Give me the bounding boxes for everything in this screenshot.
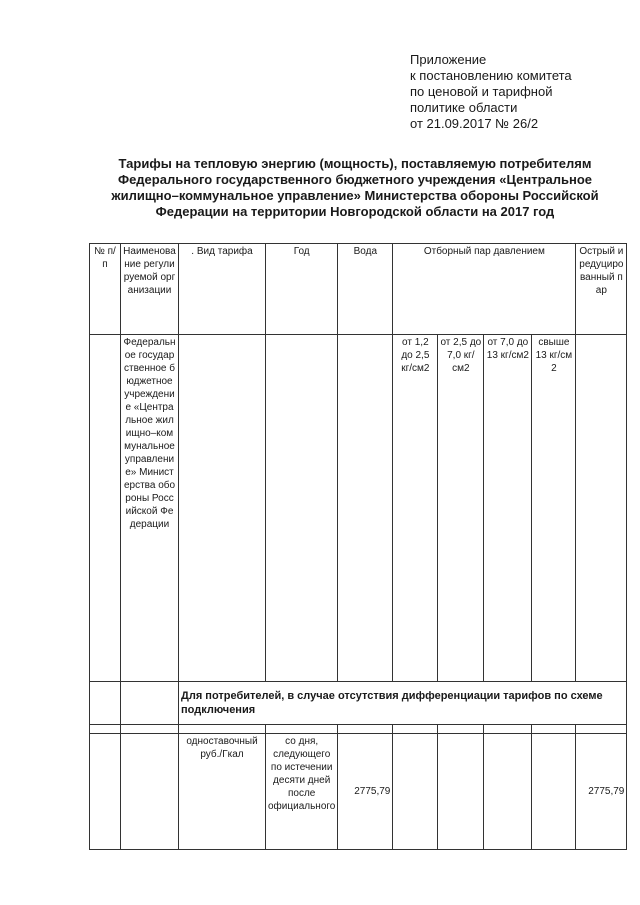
pressure-over-13: свыше 13 кг/см2 [532, 335, 576, 682]
col-header-org: Наименование регулируемой организации [121, 244, 179, 335]
tariff-type-cell: одноставочный руб./Гкал [179, 734, 266, 850]
appendix-date: от 21.09.2017 № 26/2 [410, 116, 539, 131]
period-cell: со дня, следующего по истечении десяти дней после официального [266, 734, 338, 850]
title-line: Федерального государственного бюджетного учреждения «Центральное [117, 172, 593, 187]
pressure-7-0-to-13: от 7,0 до 13 кг/см2 [484, 335, 532, 682]
col-header-year: Год [266, 244, 338, 335]
empty-cell [121, 734, 179, 850]
org-row [90, 335, 627, 682]
col-header-num: № п/п [90, 244, 121, 335]
empty-cell [338, 335, 393, 682]
title-line: жилищно–коммунальное управление» Министерства обороны Российской [111, 188, 599, 203]
sharp-steam-value: 2775,79 [576, 734, 627, 850]
tariff-row [90, 734, 627, 850]
empty-cell [90, 335, 121, 682]
empty-cell [179, 335, 266, 682]
document-title [95, 156, 615, 220]
empty-cell [484, 734, 532, 850]
consumer-subheader: Для потребителей, в случае отсутствия дифференциации тарифов по схеме подключения [179, 682, 627, 725]
tariff-table [89, 243, 627, 850]
pressure-1-2-to-2-5: от 1,2 до 2,5 кг/см2 [393, 335, 438, 682]
col-header-steam: Отборный пар давлением [393, 244, 576, 335]
pressure-2-5-to-7-0: от 2,5 до 7,0 кг/см2 [438, 335, 484, 682]
water-value: 2775,79 [338, 734, 393, 850]
empty-cell [90, 682, 121, 725]
empty-cell [90, 734, 121, 850]
title-line: Федерации на территории Новгородской области на 2017 год [155, 204, 555, 219]
empty-cell [121, 682, 179, 725]
org-name-cell: Федеральное государственное бюджетное учреждение «Центральное жилищно–коммунальное управление» Министерства обороны Российской Федерации [121, 335, 179, 682]
appendix-line: по ценовой и тарифной [410, 84, 553, 99]
spacer-row [90, 725, 627, 734]
title-line: Тарифы на тепловую энергию (мощность), поставляемую потребителям [118, 156, 592, 171]
empty-cell [393, 734, 438, 850]
col-header-tariff-type: . Вид тарифа [179, 244, 266, 335]
empty-cell [532, 734, 576, 850]
appendix-note [410, 52, 610, 132]
header-row [90, 244, 627, 335]
appendix-line: Приложение [410, 52, 487, 67]
col-header-sharp-steam: Острый и редуцированный пар [576, 244, 627, 335]
col-header-water: Вода [338, 244, 393, 335]
subheader-row [90, 682, 627, 725]
appendix-line: к постановлению комитета [410, 68, 572, 83]
empty-cell [266, 335, 338, 682]
empty-cell [438, 734, 484, 850]
appendix-line: политике области [410, 100, 518, 115]
empty-cell [576, 335, 627, 682]
